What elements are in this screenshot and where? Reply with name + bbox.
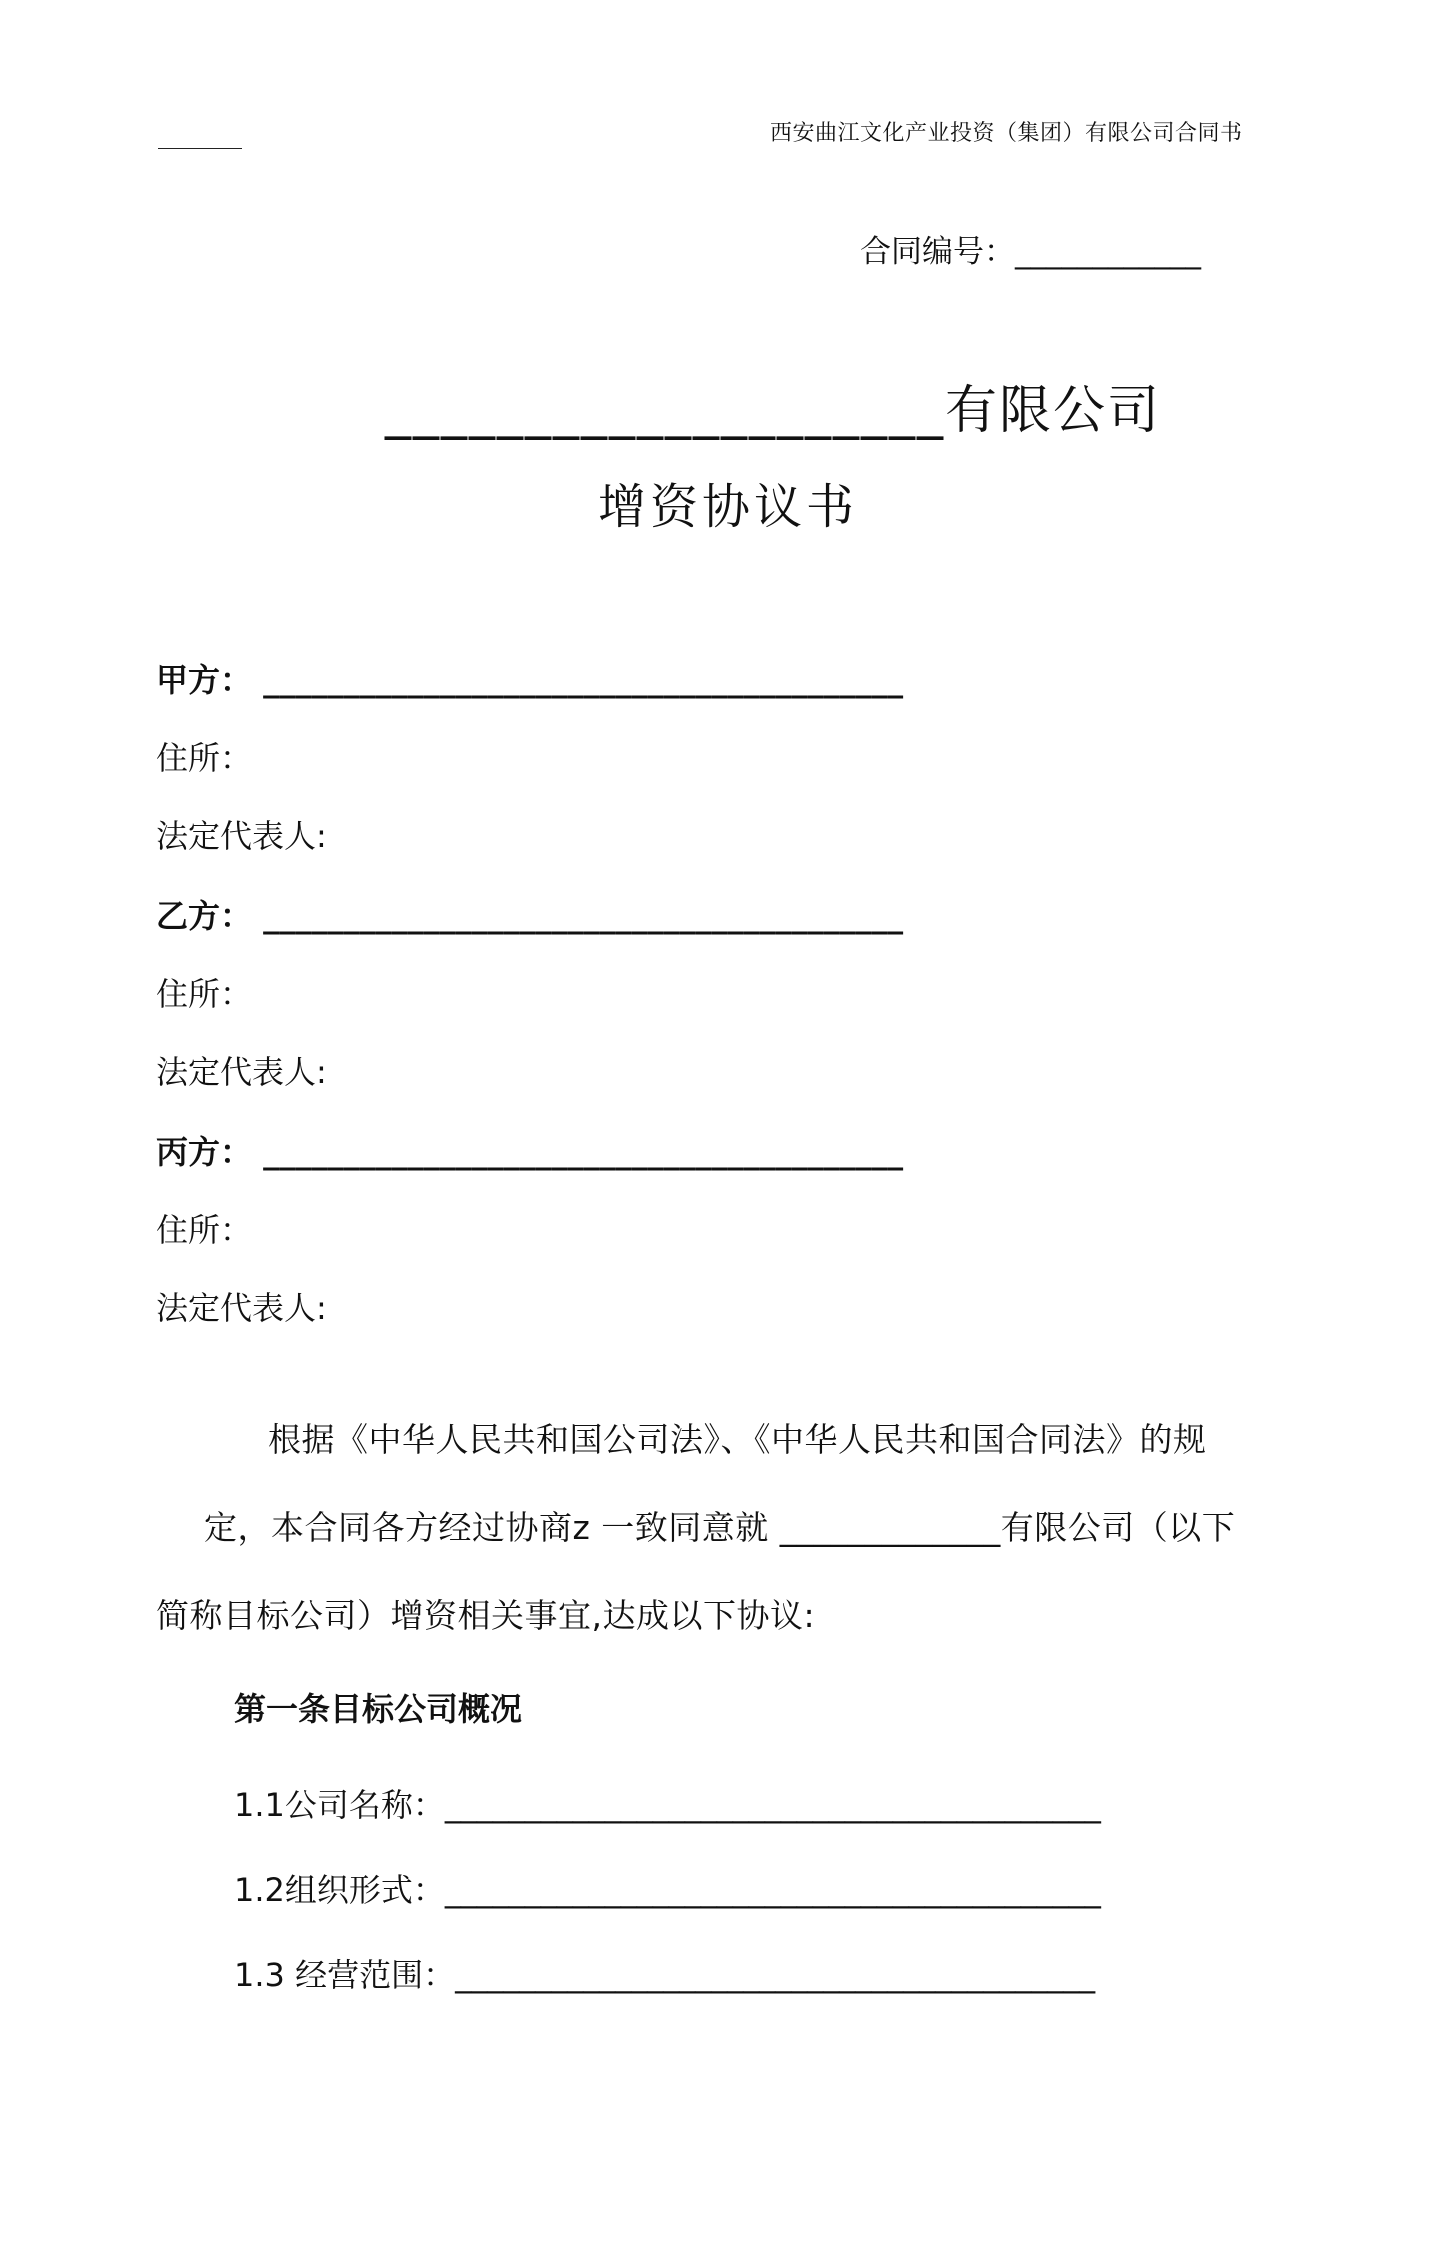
preamble-line-3: 简称目标公司）增资相关事宜,达成以下协议:	[156, 1596, 816, 1635]
article-1-item-org-form: 1.2组织形式：_________________________________________	[234, 1871, 1101, 1909]
preamble-line-1: 根据《中华人民共和国公司法》、《中华人民共和国合同法》的规	[268, 1420, 1207, 1459]
article-1-heading: 第一条目标公司概况	[234, 1690, 523, 1728]
header-rule	[158, 148, 242, 149]
party-a-address-label: 住所：	[156, 739, 253, 777]
party-b-name: 乙方： ________________________________________	[156, 897, 904, 935]
org-contract-label: 西安曲江文化产业投资（集团）有限公司合同书	[770, 121, 1243, 146]
title-company-line: ____________________有限公司	[385, 381, 1162, 441]
preamble-line-2: 定，本合同各方经过协商z 一致同意就 _____________有限公司（以下	[204, 1508, 1236, 1547]
article-1-item-business-scope: 1.3 经营范围：________________________________________	[234, 1956, 1096, 1994]
party-a-name: 甲方： ________________________________________	[156, 661, 904, 699]
party-b-address-label: 住所：	[156, 975, 253, 1013]
party-b-representative-label: 法定代表人:	[156, 1053, 327, 1091]
page-title: 增资协议书	[598, 479, 859, 535]
party-c-name: 丙方： ________________________________________	[156, 1133, 904, 1171]
party-c-address-label: 住所：	[156, 1211, 253, 1249]
article-1-item-company-name: 1.1公司名称：_________________________________________	[234, 1786, 1101, 1824]
contract-number: 合同编号：____________	[860, 234, 1201, 270]
party-a-representative-label: 法定代表人:	[156, 817, 327, 855]
party-c-representative-label: 法定代表人:	[156, 1289, 327, 1327]
